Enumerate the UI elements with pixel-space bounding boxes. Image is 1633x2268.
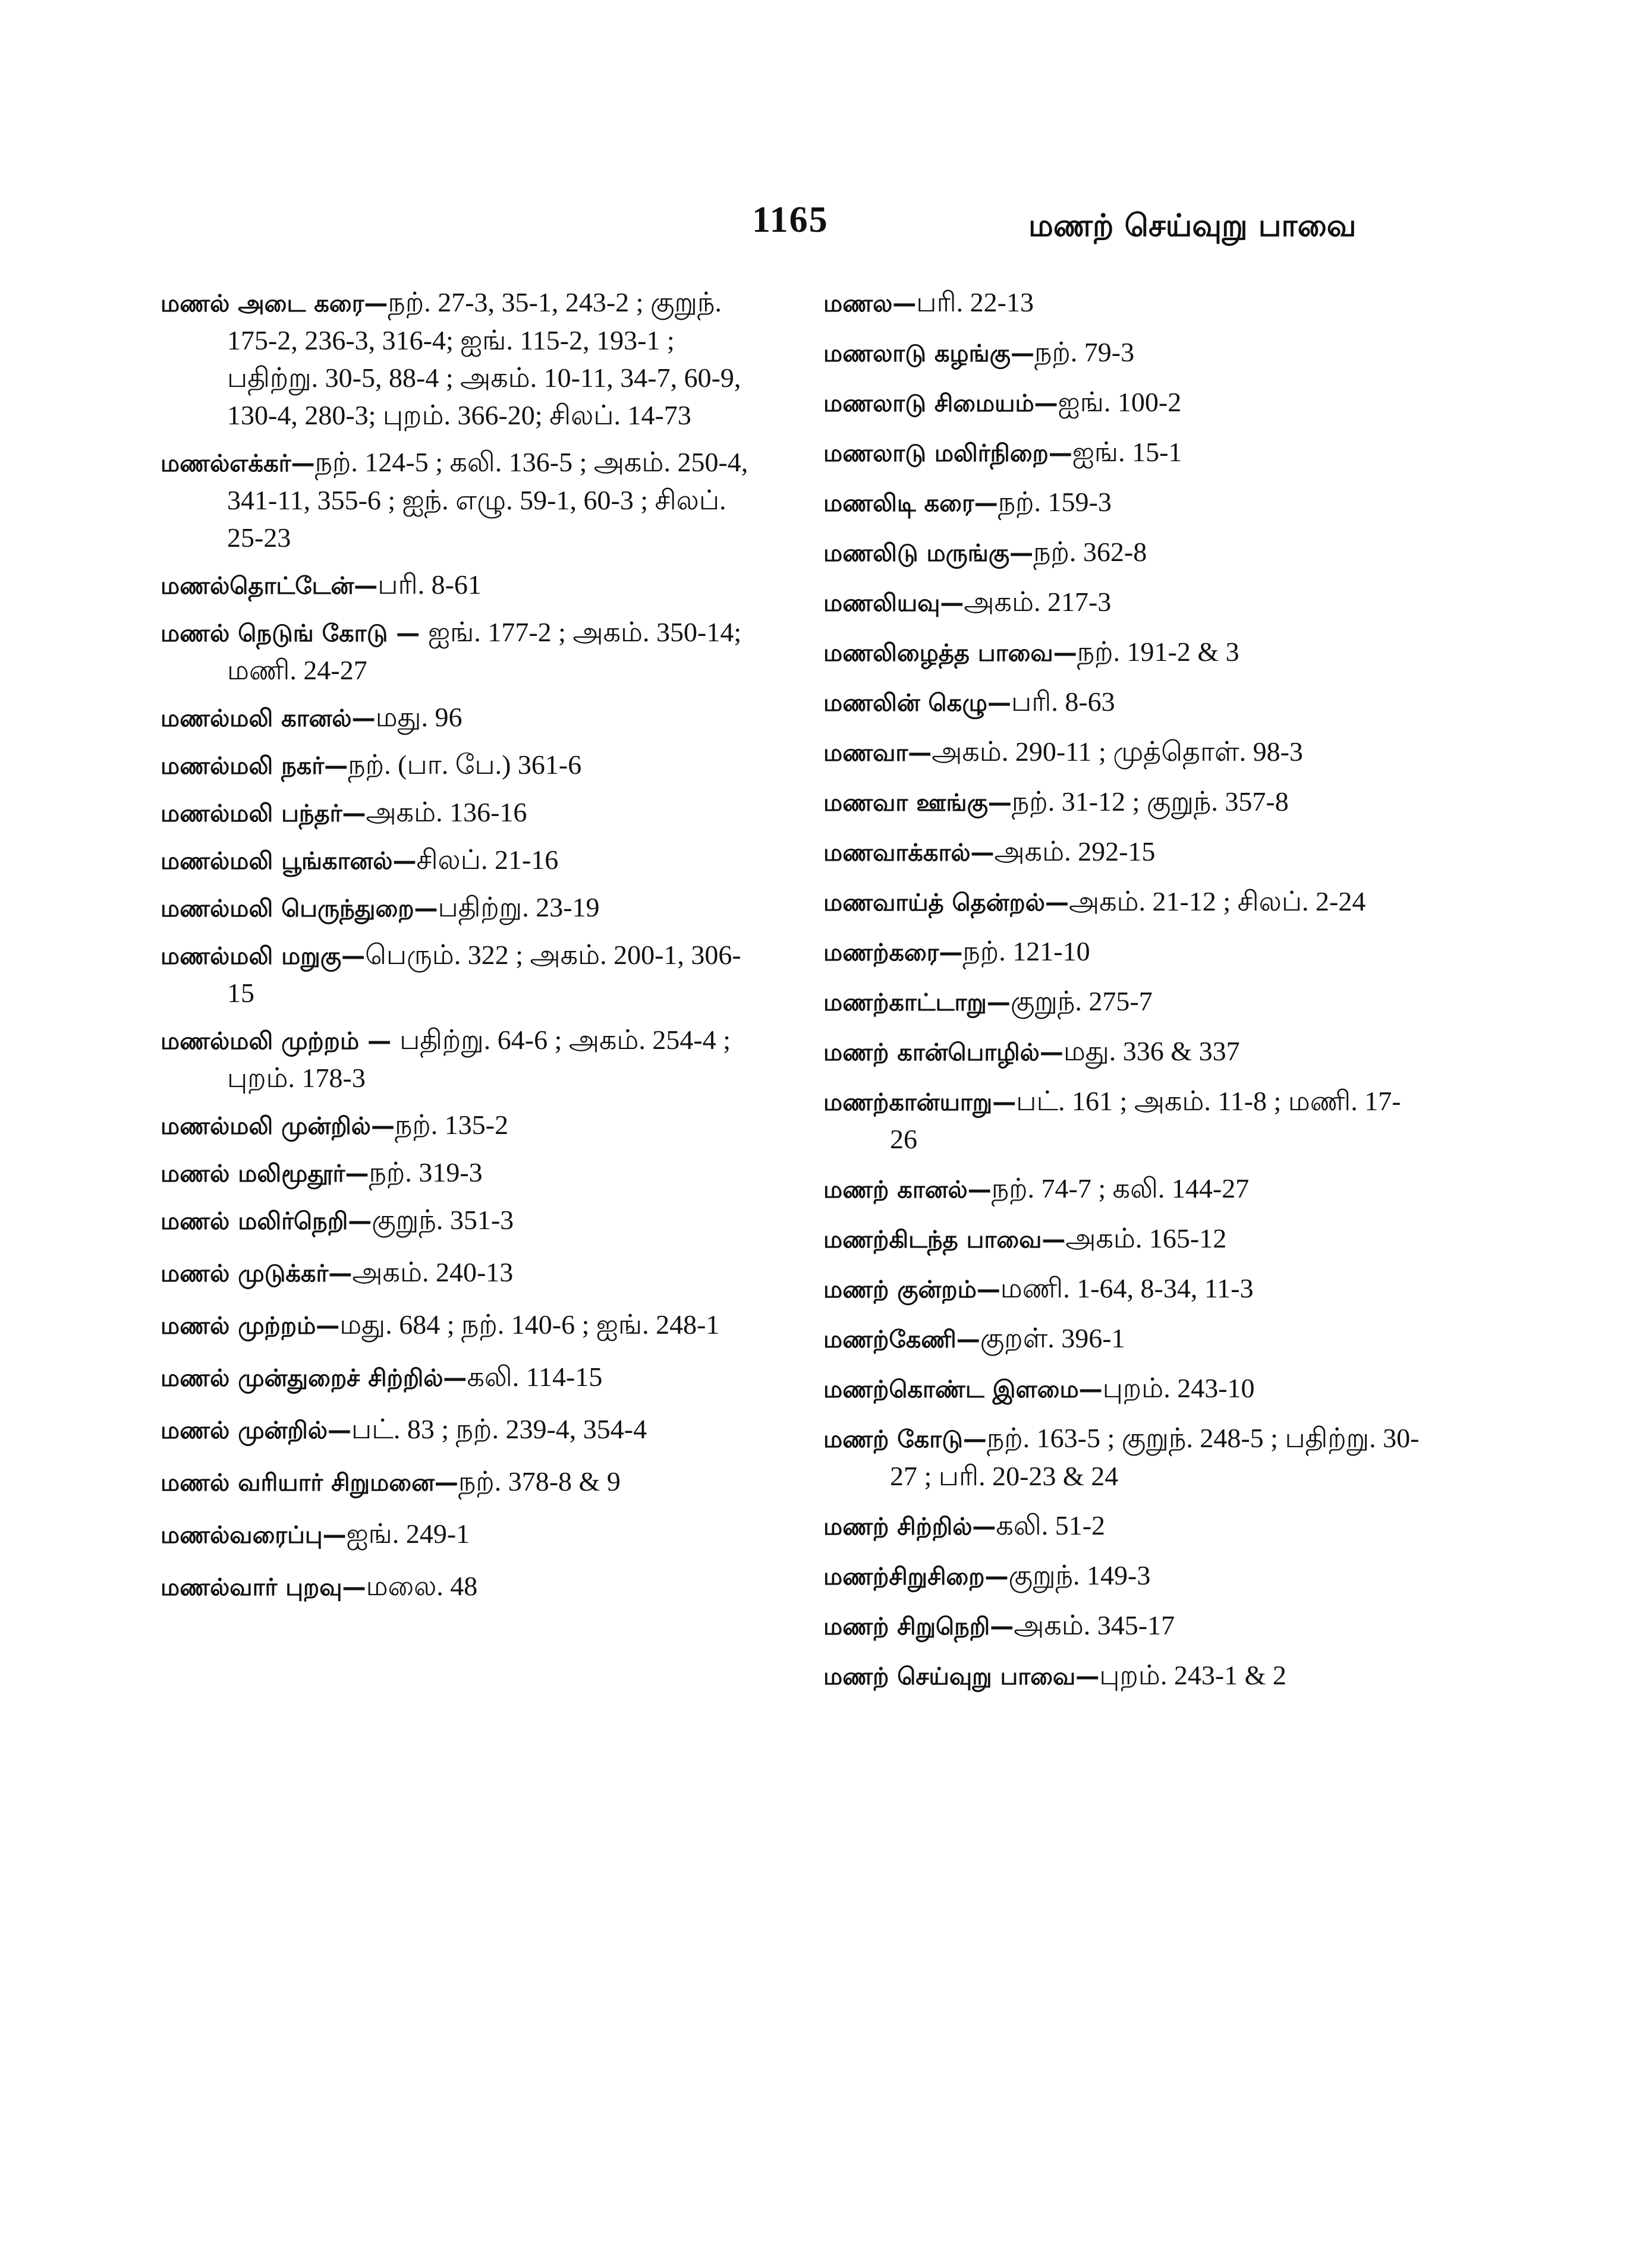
entry-references: குறுந். 351-3	[372, 1205, 514, 1235]
entry-headword: மணற் கான்பொழில்—	[823, 1039, 1064, 1066]
entry-headword: மணற் கானல்—	[823, 1176, 992, 1204]
entry-references: ஐங். 249-1	[346, 1519, 470, 1549]
entry-references: அகம். 292-15	[994, 836, 1156, 867]
entry-references: நற். 27-3, 35-1, 243-2 ; குறுந். 175-2, 236-3, 316-4; ஐங். 115-2, 193-1 ; பதிற்று. 30-5, 88-4 ; அகம். 10-11, 34-7, 60-9, 130-4, 280-3; புறம். 366-20; சிலப். 14-73	[227, 287, 741, 430]
entry-headword: மணல் முன்றில்—	[161, 1417, 352, 1444]
right-column	[823, 284, 1427, 1695]
entry-references: மலை. 48	[366, 1571, 478, 1601]
entry-references: நற். 135-2	[394, 1110, 509, 1140]
entry-references: நற். 362-8	[1033, 537, 1147, 567]
index-entry	[823, 434, 1427, 472]
index-entry	[161, 1202, 761, 1240]
entry-references: பட். 83 ; நற். 239-4, 354-4	[351, 1414, 647, 1444]
left-column	[161, 284, 761, 1606]
index-entry	[823, 634, 1427, 672]
entry-references: மது. 336 & 337	[1063, 1036, 1240, 1066]
entry-references: நற். 159-3	[998, 487, 1112, 517]
entry-headword: மணல் வரியார் சிறுமனை—	[161, 1469, 458, 1497]
entry-references: நற். 163-5 ; குறுந். 248-5 ; பதிற்று. 30-27 ; பரி. 20-23 & 24	[890, 1423, 1420, 1491]
entry-headword: மணல்மலி பூங்கானல்—	[161, 848, 417, 875]
index-entry	[823, 1220, 1427, 1258]
entry-headword: மணல் மலிர்நெறி—	[161, 1208, 372, 1235]
entry-references: குறுந். 275-7	[1010, 986, 1153, 1016]
index-entry	[161, 889, 761, 927]
entry-references: மது. 684 ; நற். 140-6 ; ஐங். 248-1	[339, 1309, 720, 1340]
entry-references: ஐங். 177-2 ; அகம். 350-14; மணி. 24-27	[227, 617, 742, 685]
entry-headword: மணல் நெடுங் கோடு —	[161, 620, 429, 647]
index-entry	[823, 1270, 1427, 1308]
entry-headword: மணலின் கெழு—	[823, 689, 1011, 717]
entry-references: பரி. 8-63	[1011, 686, 1115, 717]
entry-headword: மணற்சிறுசிறை—	[823, 1563, 1009, 1590]
entry-references: நற். 31-12 ; குறுந். 357-8	[1011, 786, 1289, 817]
entry-headword: மணற் சிற்றில்—	[823, 1513, 996, 1541]
index-entry	[823, 1033, 1427, 1071]
index-entry	[161, 937, 761, 1012]
index-entry	[161, 1463, 761, 1501]
entry-headword: மணலாடு கழங்கு—	[823, 340, 1034, 367]
entry-headword: மணலிடி கரை—	[823, 490, 998, 517]
entry-references: அகம். 217-3	[964, 587, 1112, 617]
index-entry	[161, 284, 761, 434]
entry-headword: மணல—	[823, 290, 917, 317]
index-entry	[823, 534, 1427, 572]
index-entry	[161, 794, 761, 832]
index-entry	[823, 1507, 1427, 1545]
index-entry	[823, 1557, 1427, 1595]
entry-headword: மணல்வார் புறவு—	[161, 1574, 366, 1601]
entry-references: மணி. 1-64, 8-34, 11-3	[1000, 1273, 1254, 1303]
index-entry	[823, 833, 1427, 871]
entry-headword: மணல் மலிமூதூர்—	[161, 1160, 369, 1187]
index-entry	[161, 1107, 761, 1145]
entry-references: நற். 124-5 ; கலி. 136-5 ; அகம். 250-4, 341-11, 355-6 ; ஐந். எழு. 59-1, 60-3 ; சிலப். 25-23	[227, 447, 748, 553]
entry-headword: மணற்கேணி—	[823, 1326, 980, 1353]
index-entry	[823, 983, 1427, 1021]
entry-references: அகம். 345-17	[1014, 1610, 1175, 1640]
index-entry	[823, 1170, 1427, 1208]
index-entry	[823, 683, 1427, 722]
page-number: 1165	[752, 200, 829, 240]
entry-headword: மணற்கான்யாறு—	[823, 1089, 1017, 1116]
index-entry	[161, 614, 761, 689]
entry-references: மது. 96	[375, 702, 462, 732]
index-entry	[161, 699, 761, 737]
entry-headword: மணவாக்கால்—	[823, 839, 995, 867]
index-entry	[823, 584, 1427, 622]
index-entry	[823, 334, 1427, 372]
index-entry	[823, 783, 1427, 821]
index-entry	[161, 1516, 761, 1554]
entry-references: கலி. 51-2	[996, 1510, 1106, 1541]
entry-headword: மணல்மலி கானல்—	[161, 705, 376, 732]
entry-references: புறம். 243-1 & 2	[1099, 1660, 1286, 1690]
index-entry	[161, 444, 761, 557]
index-entry	[823, 1370, 1427, 1408]
running-head: மணற் செய்வுறு பாவை	[1028, 208, 1357, 244]
entry-headword: மணலாடு மலிர்நிறை—	[823, 440, 1072, 467]
index-entry	[161, 746, 761, 785]
entry-references: அகம். 240-13	[352, 1257, 514, 1287]
index-entry	[161, 1154, 761, 1192]
index-entry	[823, 484, 1427, 522]
index-entry	[823, 1420, 1427, 1495]
entry-headword: மணற் கோடு—	[823, 1426, 987, 1453]
index-entry	[823, 1083, 1427, 1158]
index-entry	[823, 1607, 1427, 1645]
entry-references: அகம். 165-12	[1065, 1223, 1227, 1253]
entry-headword: மணல்மலி முன்றில்—	[161, 1113, 395, 1140]
index-entry	[161, 842, 761, 880]
index-entry	[161, 1254, 761, 1292]
index-entry	[823, 284, 1427, 322]
index-entry	[823, 384, 1427, 422]
entry-headword: மணல்மலி மறுகு—	[161, 943, 366, 970]
index-entry	[823, 1320, 1427, 1358]
entry-headword: மணல் முன்துறைச் சிற்றில்—	[161, 1365, 467, 1392]
entry-headword: மணல்தொட்டேன்—	[161, 572, 378, 600]
index-entry	[823, 933, 1427, 971]
index-entry	[161, 1359, 761, 1397]
index-entry	[161, 1411, 761, 1449]
index-entry	[823, 883, 1427, 921]
entry-references: பட். 161 ; அகம். 11-8 ; மணி. 17-26	[890, 1086, 1401, 1154]
entry-headword: மணல்மலி முற்றம் —	[161, 1028, 400, 1055]
entry-headword: மணல்மலி பந்தர்—	[161, 800, 366, 827]
index-entry	[161, 1568, 761, 1606]
entry-references: பரி. 22-13	[916, 287, 1034, 317]
entry-references: பதிற்று. 23-19	[438, 892, 600, 922]
entry-references: ஐங். 15-1	[1072, 437, 1182, 467]
index-entry	[823, 1657, 1427, 1695]
entry-references: அகம். 290-11 ; முத்தொள். 98-3	[932, 736, 1303, 767]
entry-headword: மணற் சிறுநெறி—	[823, 1613, 1014, 1640]
entry-references: ஐங். 100-2	[1058, 387, 1182, 417]
entry-headword: மணல்எக்கர்—	[161, 450, 315, 477]
entry-references: அகம். 21-12 ; சிலப். 2-24	[1068, 886, 1366, 916]
index-entry	[161, 1022, 761, 1097]
entry-headword: மணலாடு சிமையம்—	[823, 390, 1058, 417]
entry-headword: மணற்காட்டாறு—	[823, 989, 1011, 1016]
entry-headword: மணலிழைத்த பாவை—	[823, 640, 1077, 667]
index-entry	[823, 733, 1427, 771]
entry-headword: மணலியவு—	[823, 590, 964, 617]
entry-references: நற். 319-3	[369, 1157, 483, 1187]
entry-references: நற். 121-10	[962, 936, 1090, 966]
entry-references: புறம். 243-10	[1102, 1373, 1255, 1403]
entry-references: நற். 191-2 & 3	[1077, 637, 1239, 667]
entry-headword: மணல் அடை கரை—	[161, 290, 388, 317]
entry-headword: மணல் முற்றம்—	[161, 1312, 340, 1340]
entry-references: நற். (பா. பே.) 361-6	[348, 749, 582, 780]
entry-headword: மணற்கிடந்த பாவை—	[823, 1226, 1066, 1253]
entry-headword: மணல்மலி பெருந்துறை—	[161, 895, 438, 922]
entry-references: நற். 378-8 & 9	[458, 1466, 621, 1497]
entry-references: நற். 79-3	[1034, 337, 1135, 367]
index-entry	[161, 566, 761, 604]
index-entry	[161, 1306, 761, 1344]
entry-references: நற். 74-7 ; கலி. 144-27	[991, 1173, 1250, 1204]
entry-headword: மணல்மலி நகர்—	[161, 752, 348, 780]
entry-references: பதிற்று. 64-6 ; அகம். 254-4 ; புறம். 178-3	[227, 1025, 731, 1093]
entry-headword: மணற்கொண்ட இளமை—	[823, 1376, 1103, 1403]
entry-headword: மணவா ஊங்கு—	[823, 789, 1012, 817]
entry-headword: மணவா—	[823, 739, 932, 767]
entry-headword: மணல்வரைப்பு—	[161, 1522, 347, 1549]
entry-headword: மணற்கரை—	[823, 939, 963, 966]
entry-headword: மணல் முடுக்கர்—	[161, 1260, 353, 1287]
entry-references: பெரும். 322 ; அகம். 200-1, 306-15	[227, 940, 741, 1008]
entry-references: அகம். 136-16	[366, 797, 527, 827]
entry-headword: மணவாய்த் தென்றல்—	[823, 889, 1069, 916]
entry-headword: மணற் குன்றம்—	[823, 1276, 1000, 1303]
entry-references: சிலப். 21-16	[416, 845, 559, 875]
entry-headword: மணலிடு மருங்கு—	[823, 540, 1034, 567]
entry-references: பரி. 8-61	[377, 569, 482, 600]
entry-references: குறுந். 149-3	[1008, 1560, 1151, 1590]
entry-headword: மணற் செய்வுறு பாவை—	[823, 1663, 1100, 1690]
entry-references: குறள். 396-1	[980, 1323, 1125, 1353]
entry-references: கலி. 114-15	[467, 1362, 603, 1392]
